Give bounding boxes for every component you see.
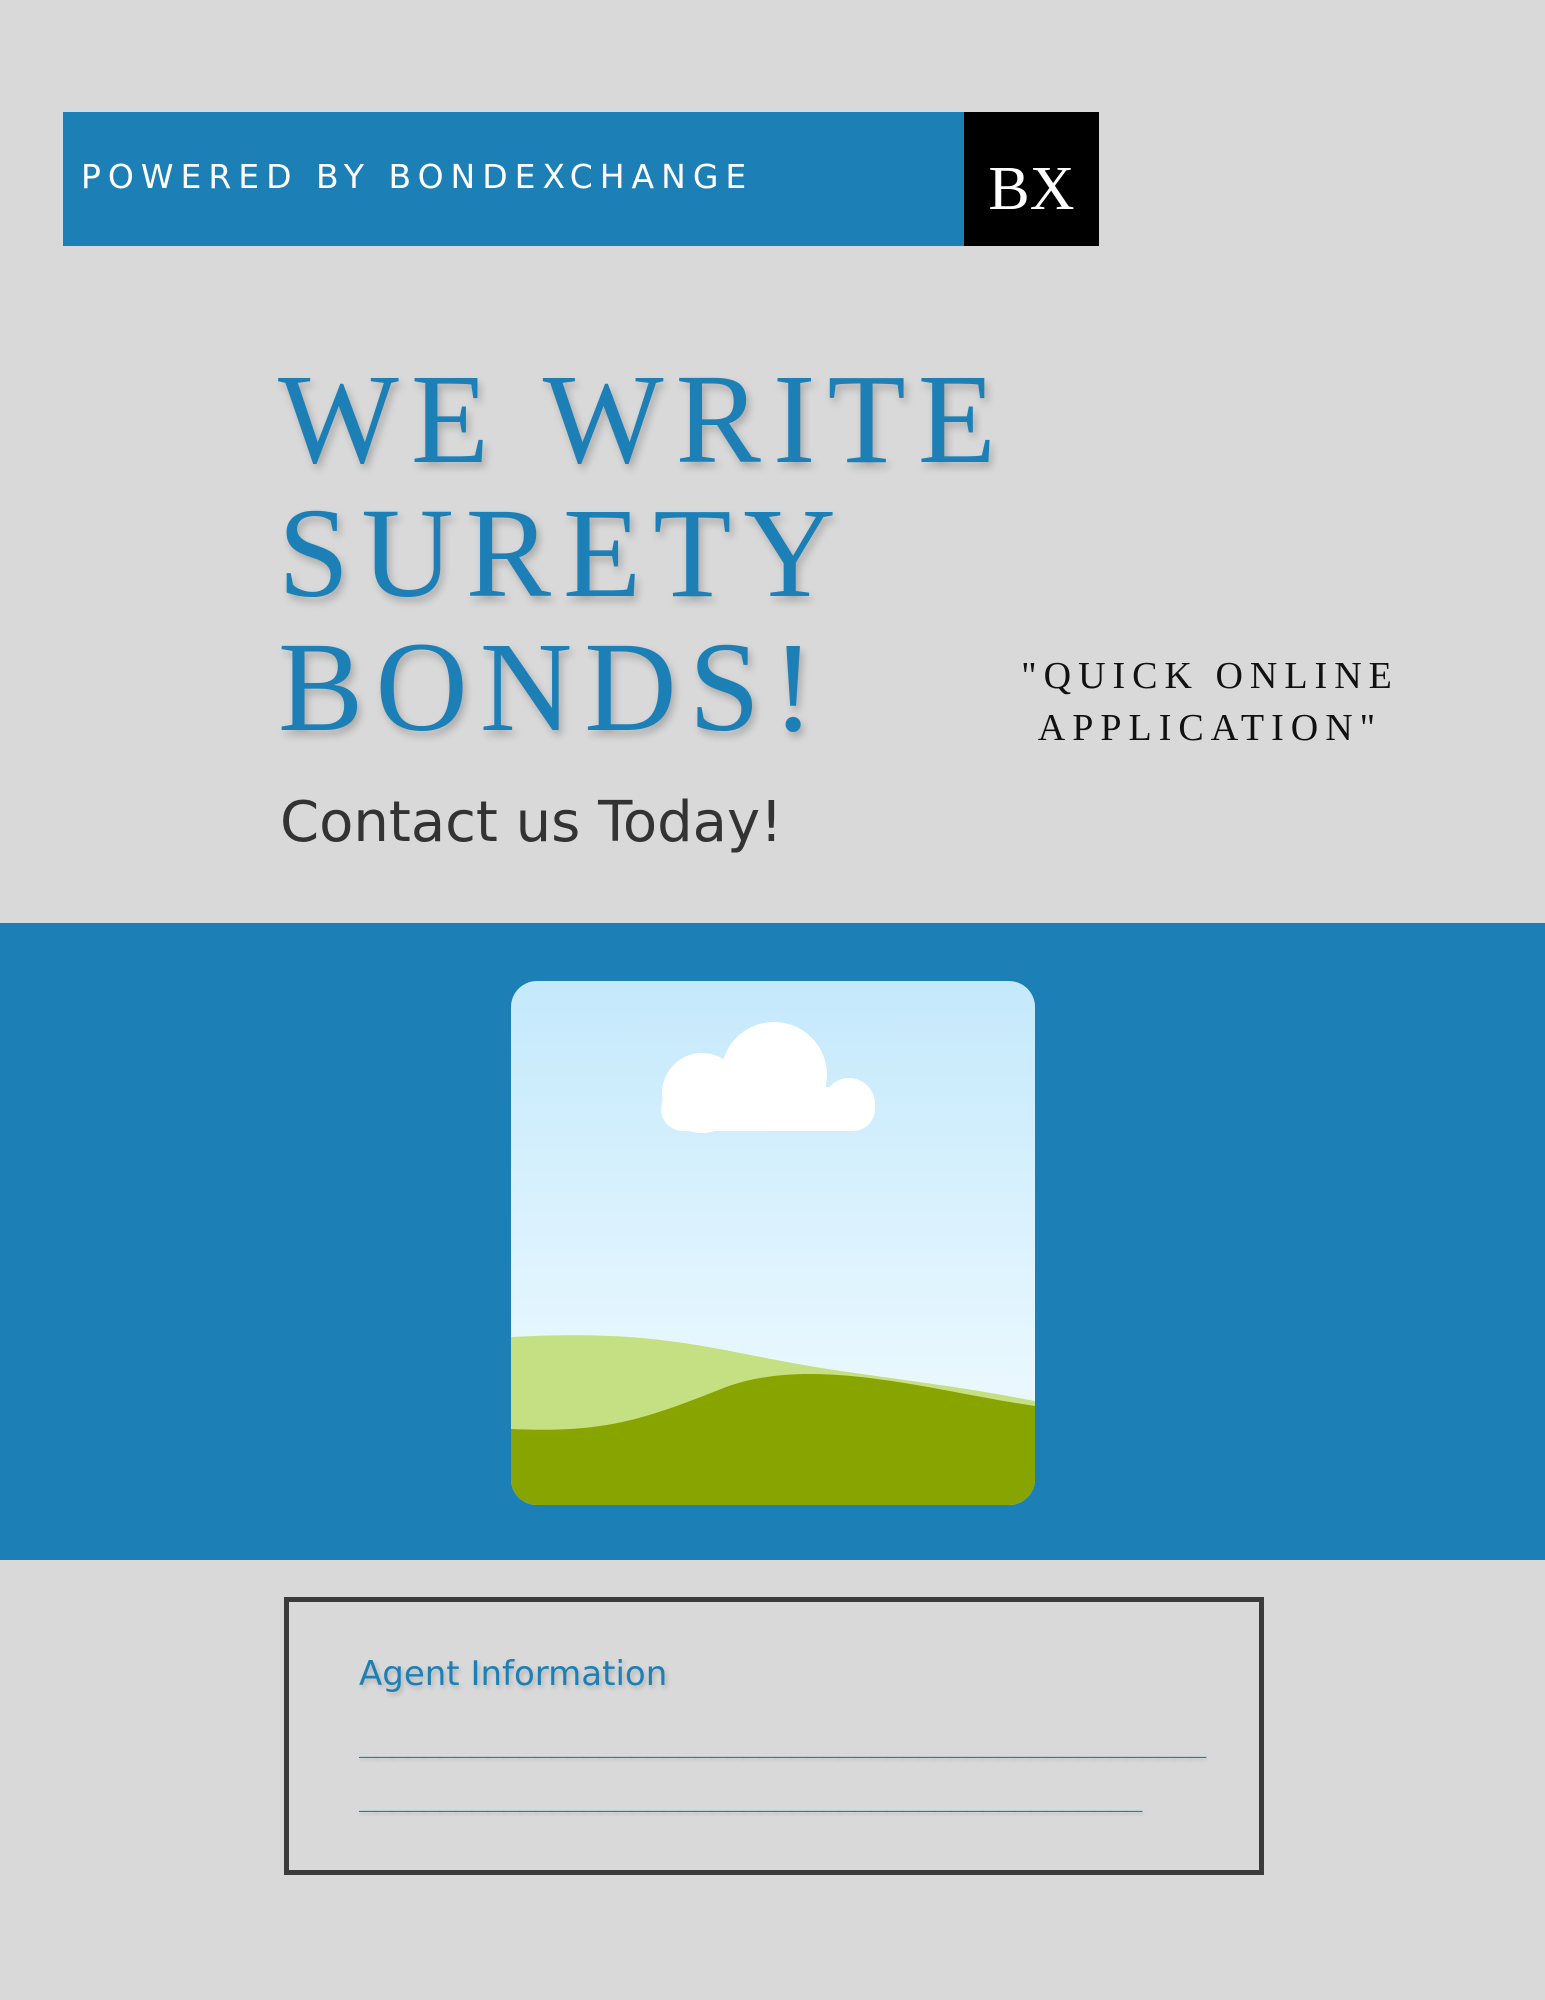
logo-text: BX — [988, 155, 1075, 223]
agent-information-box — [284, 1597, 1264, 1875]
contact-heading: Contact us Today! — [280, 790, 783, 855]
agent-information-blank-lines: ______________________________________________________________________________________________________ — [359, 1724, 1205, 1812]
bx-logo — [964, 112, 1099, 246]
powered-by-banner — [63, 112, 964, 246]
agent-information-title: Agent Information — [359, 1654, 668, 1694]
landscape-placeholder-icon — [511, 981, 1035, 1505]
banner-text: POWERED BY BONDEXCHANGE — [81, 157, 754, 196]
headline: WE WRITE SURETY BONDS! — [278, 348, 1008, 758]
tagline: "QUICK ONLINE APPLICATION" — [1021, 655, 1399, 749]
